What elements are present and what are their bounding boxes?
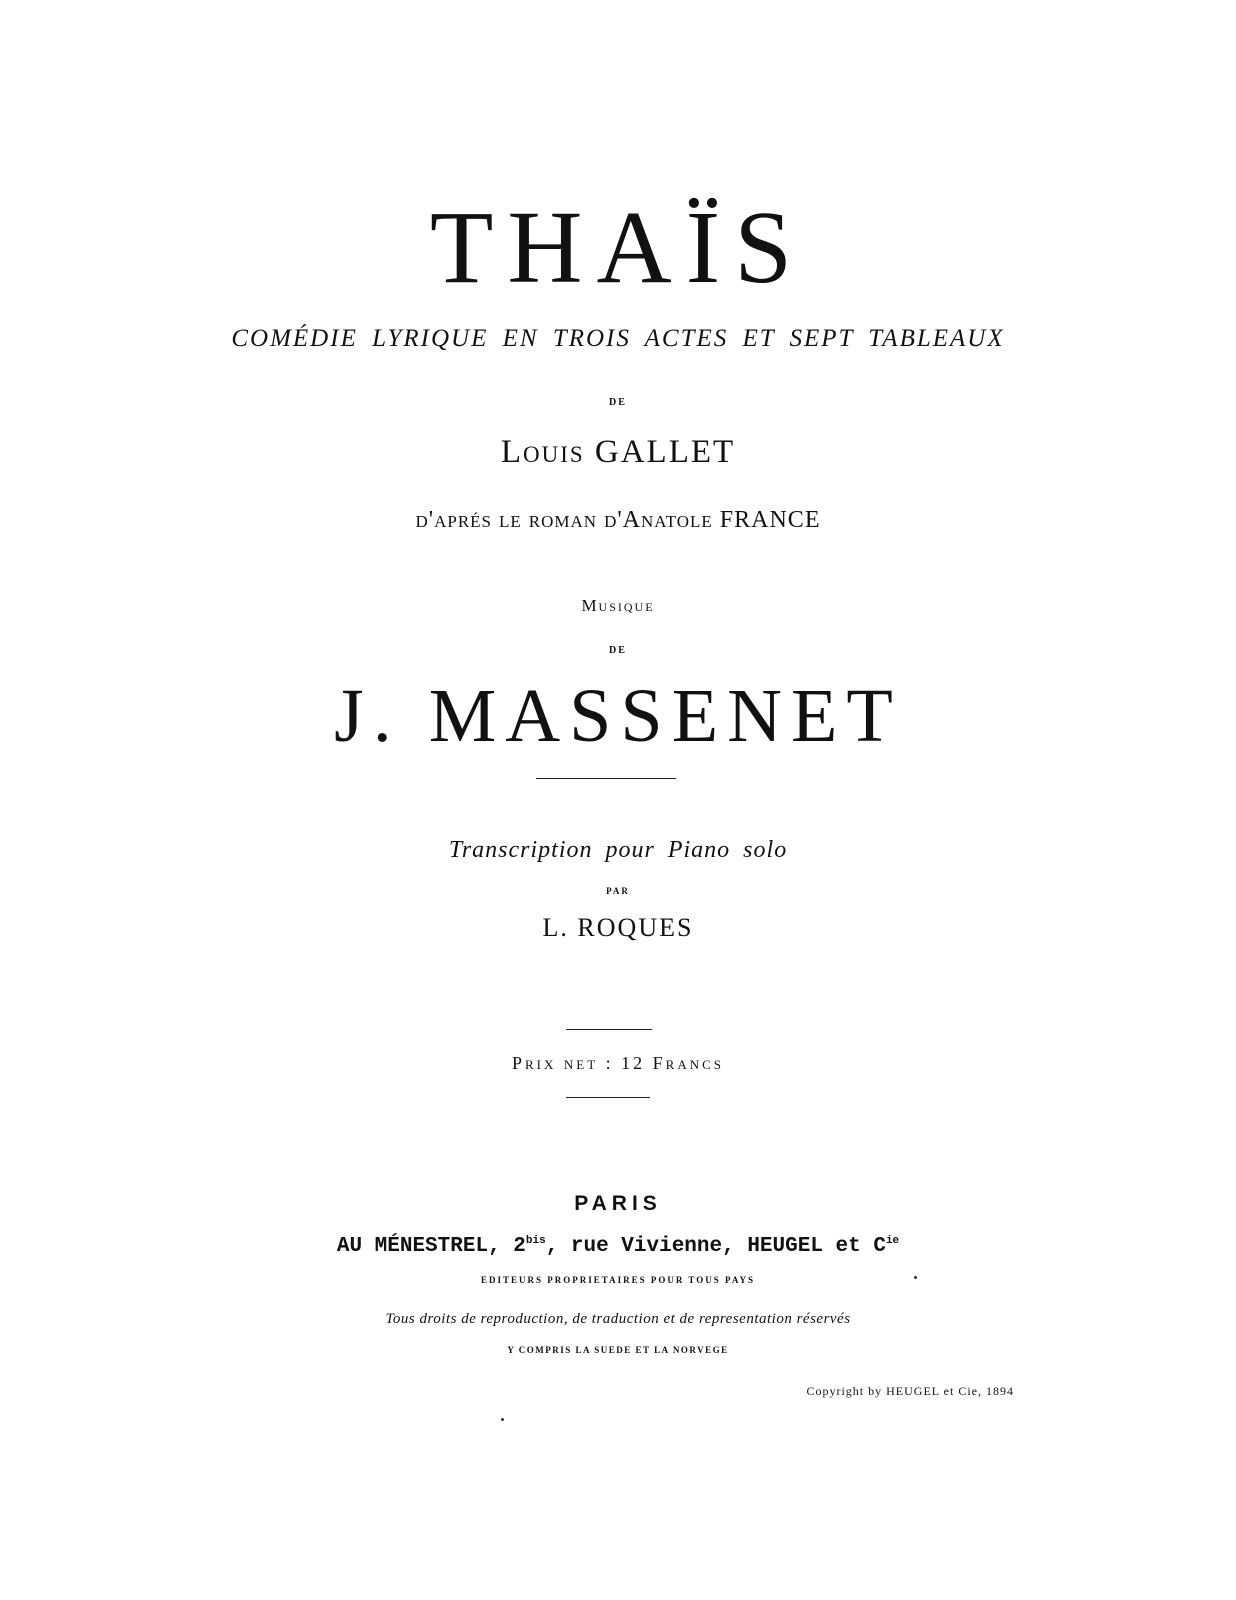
copyright-notice: Copyright by HEUGEL et Cie, 1894	[806, 1384, 1014, 1398]
publisher-cie-superscript: ie	[885, 1235, 900, 1247]
de-label-librettist: DE	[609, 397, 627, 408]
opera-title: THAÏS	[429, 190, 807, 305]
publisher-address	[0, 1236, 1236, 1257]
librettist-name: Louis GALLET	[500, 434, 736, 470]
price-label: Prix net : 12 Francs	[511, 1053, 725, 1073]
publisher-prefix: AU MÉNESTREL, 2	[336, 1235, 526, 1258]
publisher-city: PARIS	[574, 1192, 662, 1215]
ink-speck	[914, 1276, 917, 1279]
source-novel-credit: d'aprés le roman d'Anatole FRANCE	[415, 507, 821, 533]
countries-notice: Y COMPRIS LA SUEDE ET LA NORVEGE	[507, 1345, 729, 1355]
composer-name: J. MASSENET	[334, 674, 902, 758]
rights-notice: Tous droits de reproduction, de traduction et de representation réservés	[385, 1311, 851, 1327]
ink-speck	[501, 1418, 504, 1421]
publisher-bis-superscript: bis	[525, 1235, 546, 1247]
de-label-composer: DE	[609, 645, 627, 656]
editors-notice: EDITEURS PROPRIETAIRES POUR TOUS PAYS	[480, 1275, 756, 1285]
music-label: Musique	[581, 596, 655, 615]
composer-divider	[536, 778, 676, 779]
price-bottom-divider	[566, 1097, 650, 1098]
publisher-middle: , rue Vivienne, HEUGEL et C	[545, 1235, 886, 1258]
transcription-note: Transcription pour Piano solo	[448, 837, 788, 863]
opera-subtitle: COMÉDIE LYRIQUE EN TROIS ACTES ET SEPT TABLEAUX	[231, 325, 1005, 352]
price-top-divider	[566, 1029, 652, 1030]
arranger-name: L. ROQUES	[542, 913, 694, 942]
par-label: PAR	[606, 886, 630, 896]
